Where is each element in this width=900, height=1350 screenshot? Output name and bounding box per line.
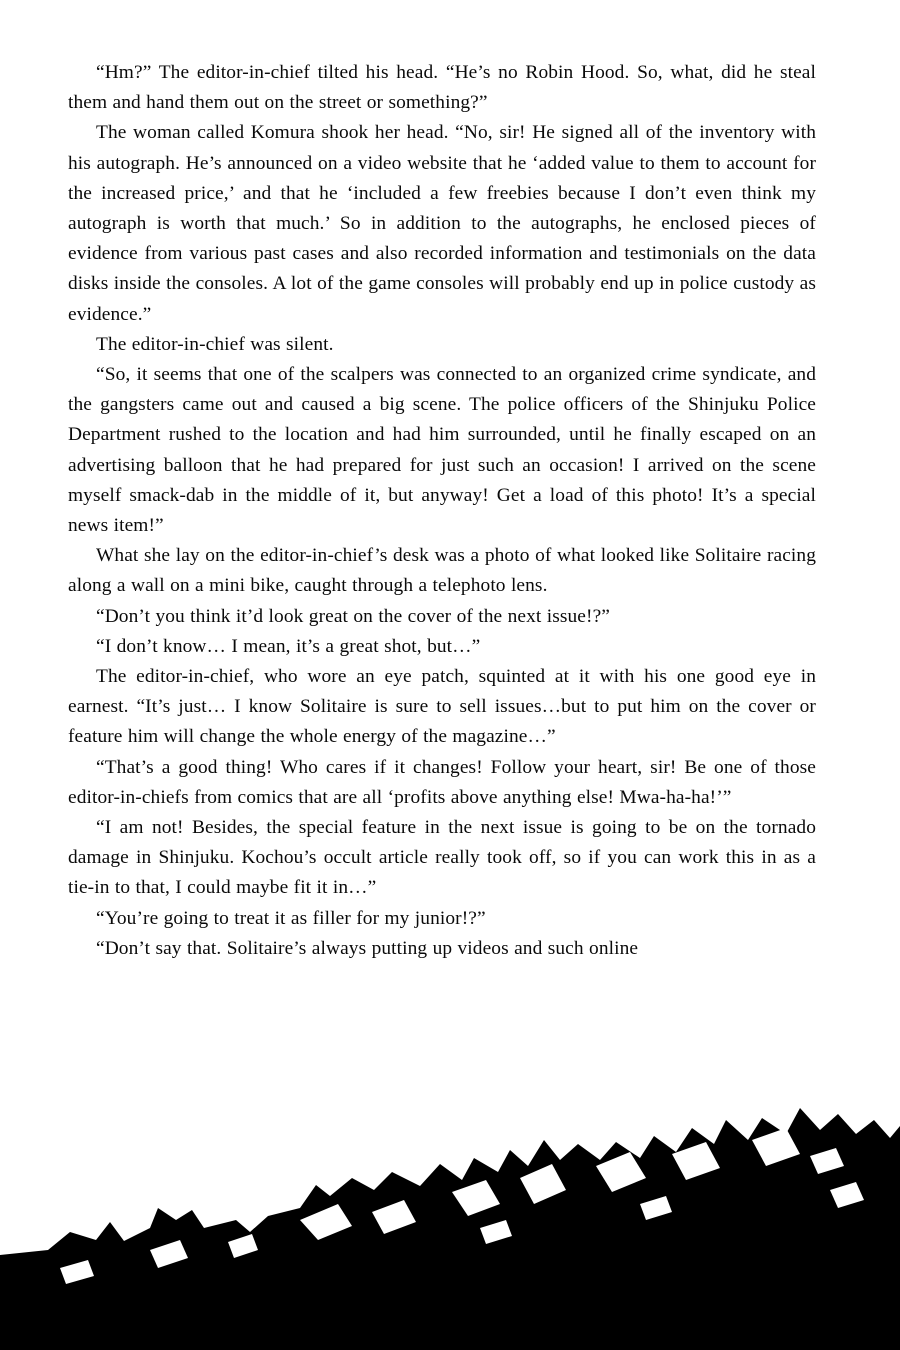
- paragraph: “Hm?” The editor-in-chief tilted his head. “He’s no Robin Hood. So, what, did he steal them and hand them out on the street or something?”: [68, 62, 816, 114]
- paragraph: “So, it seems that one of the scalpers was connected to an organized crime syndicate, and the gangsters came out and caused a big scene. The police officers of the Shinjuku Police Department rushed to the location and had him surrounded, until he finally escaped on an advertising balloon that he had prepared for just such an occasion! I arrived on the scene myself smack-dab in the middle of it, but anyway! Get a load of this photo! It’s a special news item!”: [68, 364, 816, 537]
- paragraph: The editor-in-chief was silent.: [96, 333, 334, 355]
- paragraph: “You’re going to treat it as filler for my junior!?”: [96, 907, 486, 929]
- paragraph: “I am not! Besides, the special feature in the next issue is going to be on the tornado damage in Shinjuku. Kochou’s occult article really took off, so if you can work this in as a tie-in to that, I could maybe fit it in…”: [68, 817, 816, 899]
- paragraph: “Don’t say that. Solitaire’s always putting up videos and such online: [96, 937, 639, 959]
- rubble-silhouette-illustration: [0, 1100, 900, 1350]
- paragraph: “Don’t you think it’d look great on the cover of the next issue!?”: [96, 605, 610, 627]
- paragraph: The woman called Komura shook her head. “No, sir! He signed all of the inventory with his autograph. He’s announced on a video website that he ‘added value to them to account for the increased price,’ and that he ‘included a few freebies because I don’t even think my autograph is worth that much.’ So in addition to the autographs, he enclosed pieces of evidence from various past cases and also recorded information and testimonials on the data disks inside the consoles. A lot of the game consoles will probably end up in police custody as evidence.”: [68, 122, 816, 325]
- paragraph: The editor-in-chief, who wore an eye patch, squinted at it with his one good eye in earnest. “It’s just… I know Solitaire is sure to sell issues…but to put him on the cover or feature him will change the whole energy of the magazine…”: [68, 666, 816, 748]
- paragraph: “I don’t know… I mean, it’s a great shot, but…”: [96, 635, 481, 657]
- paragraph: “That’s a good thing! Who cares if it changes! Follow your heart, sir! Be one of those editor-in-chiefs from comics that are all ‘profits above anything else! Mwa-ha-ha!’”: [68, 756, 816, 808]
- body-text: [68, 58, 816, 964]
- paragraph: What she lay on the editor-in-chief’s desk was a photo of what looked like Solitaire racing along a wall on a mini bike, caught through a telephoto lens.: [68, 545, 816, 597]
